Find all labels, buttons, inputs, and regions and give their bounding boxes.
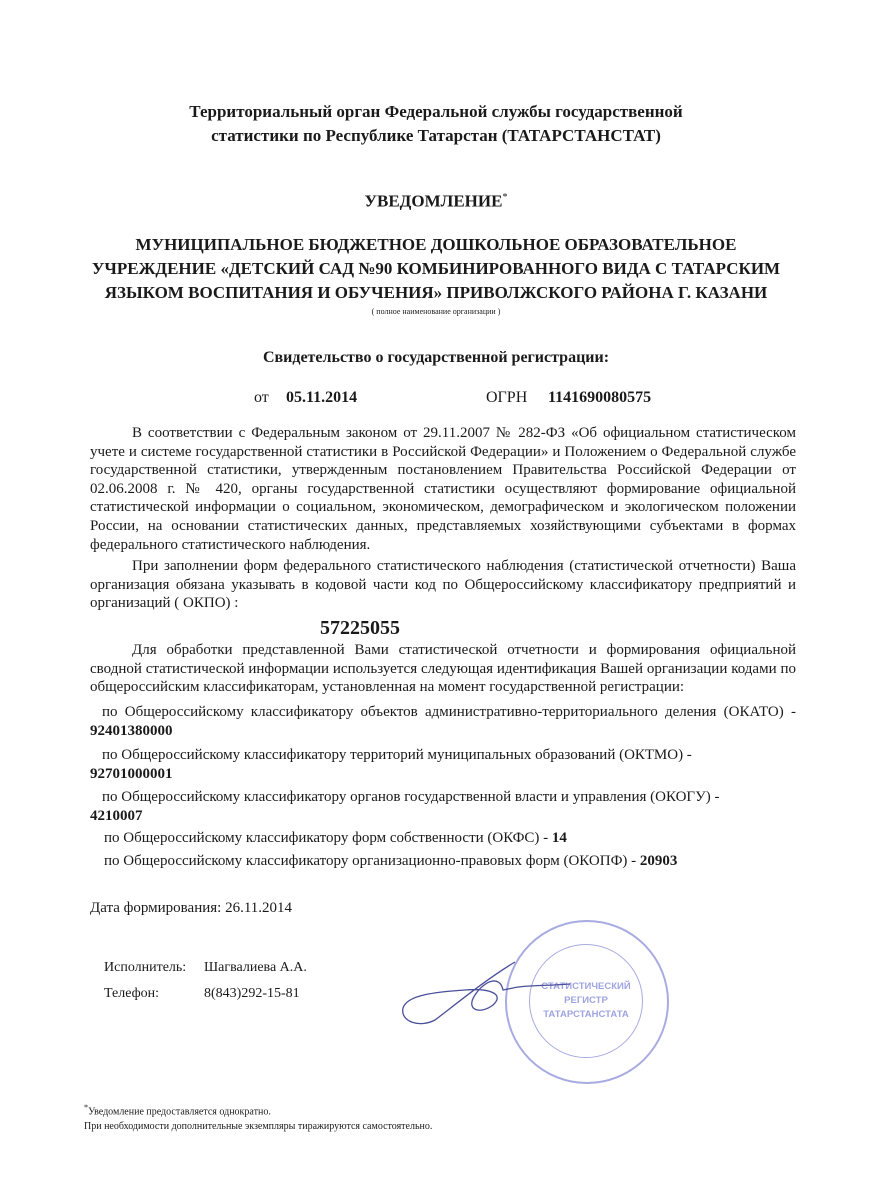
formation-date: Дата формирования: 26.11.2014 bbox=[90, 900, 293, 916]
code-label: по Общероссийскому классификатору органов государственной власти и управления (ОКОГУ) - bbox=[102, 789, 720, 805]
registration-heading: Свидетельство о государственной регистрации: bbox=[262, 349, 610, 366]
stamp-text: ТАТАРСТАНСТАТА bbox=[543, 1009, 629, 1020]
executor-name: Шагвалиева А.А. bbox=[204, 960, 307, 975]
footnote-mark: * bbox=[84, 1103, 89, 1112]
org-caption: ( полное наименование организации ) bbox=[371, 307, 501, 316]
footnote bbox=[84, 1100, 432, 1134]
code-value: 4210007 bbox=[90, 808, 143, 824]
footnote-line: Уведомление предоставляется однократно. bbox=[88, 1106, 271, 1118]
org-line: ЯЗЫКОМ ВОСПИТАНИЯ И ОБУЧЕНИЯ» ПРИВОЛЖСКОГО РАЙОНА Г. КАЗАНИ bbox=[104, 283, 768, 302]
document-title bbox=[60, 186, 812, 214]
phone-label: Телефон: bbox=[104, 986, 160, 1001]
title-text: УВЕДОМЛЕНИЕ bbox=[364, 191, 503, 211]
ogrn-label: ОГРН bbox=[486, 389, 528, 406]
code-okato bbox=[90, 703, 796, 740]
stamp-text: РЕГИСТР bbox=[564, 995, 608, 1006]
code-okogu bbox=[90, 788, 796, 807]
code-label: по Общероссийскому классификатору организационно-правовых форм (ОКОПФ) - bbox=[104, 853, 637, 869]
stamp-text: СТАТИСТИЧЕСКИЙ bbox=[541, 981, 631, 992]
paragraph-okpo-instruction: При заполнении форм федерального статистического наблюдения (статистической отчетности) Ваша организация обязана указывать в кодовой части код по Общероссийскому классификатору предприятий и организаций ( ОКПО) : bbox=[90, 558, 796, 612]
code-value: 92701000001 bbox=[90, 766, 173, 782]
code-label: по Общероссийскому классификатору форм собственности (ОКФС) - bbox=[104, 830, 549, 846]
code-okopf bbox=[104, 852, 677, 871]
code-value: 92401380000 bbox=[90, 722, 173, 739]
header-line: статистики по Республике Татарстан (ТАТАРСТАНСТАТ) bbox=[211, 126, 661, 145]
phone-value: 8(843)292-15-81 bbox=[204, 986, 300, 1001]
ogrn-value: 1141690080575 bbox=[548, 389, 652, 406]
executor-label: Исполнитель: bbox=[104, 960, 187, 975]
org-line: МУНИЦИПАЛЬНОЕ БЮДЖЕТНОЕ ДОШКОЛЬНОЕ ОБРАЗОВАТЕЛЬНОЕ bbox=[135, 235, 737, 254]
code-label: по Общероссийскому классификатору территорий муниципальных образований (ОКТМО) - bbox=[102, 747, 692, 763]
okpo-code: 57225055 bbox=[320, 617, 400, 639]
code-value: 20903 bbox=[639, 853, 678, 869]
code-oktmo bbox=[90, 746, 796, 765]
registration-date: 05.11.2014 bbox=[286, 389, 358, 406]
paragraph-classifiers: Для обработки представленной Вами статистической отчетности и формирования официальной сводной статистической информации используется следующая идентификация Вашей организации кодами по общероссийским классификаторам, установленная на момент государственной регистрации: bbox=[90, 642, 796, 696]
signature bbox=[395, 950, 575, 1030]
date-label: от bbox=[254, 389, 269, 406]
code-okfs bbox=[104, 829, 567, 848]
code-label: по Общероссийскому классификатору объектов административно-территориального деления (ОКАТО) - bbox=[102, 704, 796, 720]
issuer-header bbox=[60, 100, 812, 148]
paragraph-legal-basis: В соответствии с Федеральным законом от 29.11.2007 № 282-ФЗ «Об официальном статистическом учете и системе государственной статистики в Российской Федерации» и Положением о Федеральной службе государственной статистики, утвержденным постановлением Правительства Российской Федерации от 02.06.2008 г. № 420, органы государственной статистики осуществляют формирование официальной статистической информации о социальном, экономическом, демографическом и экологическом положении России, на основании статистических данных, представляемых хозяйствующими субъектами в формах федерального статистического наблюдения. bbox=[90, 425, 796, 553]
footnote-line: При необходимости дополнительные экземпляры тиражируются самостоятельно. bbox=[84, 1121, 433, 1133]
title-footnote-mark: * bbox=[502, 192, 508, 203]
code-value: 14 bbox=[551, 830, 567, 846]
header-line: Территориальный орган Федеральной службы государственной bbox=[189, 102, 683, 121]
organization-name bbox=[60, 233, 812, 305]
org-line: УЧРЕЖДЕНИЕ «ДЕТСКИЙ САД №90 КОМБИНИРОВАННОГО ВИДА С ТАТАРСКИМ bbox=[91, 259, 781, 278]
